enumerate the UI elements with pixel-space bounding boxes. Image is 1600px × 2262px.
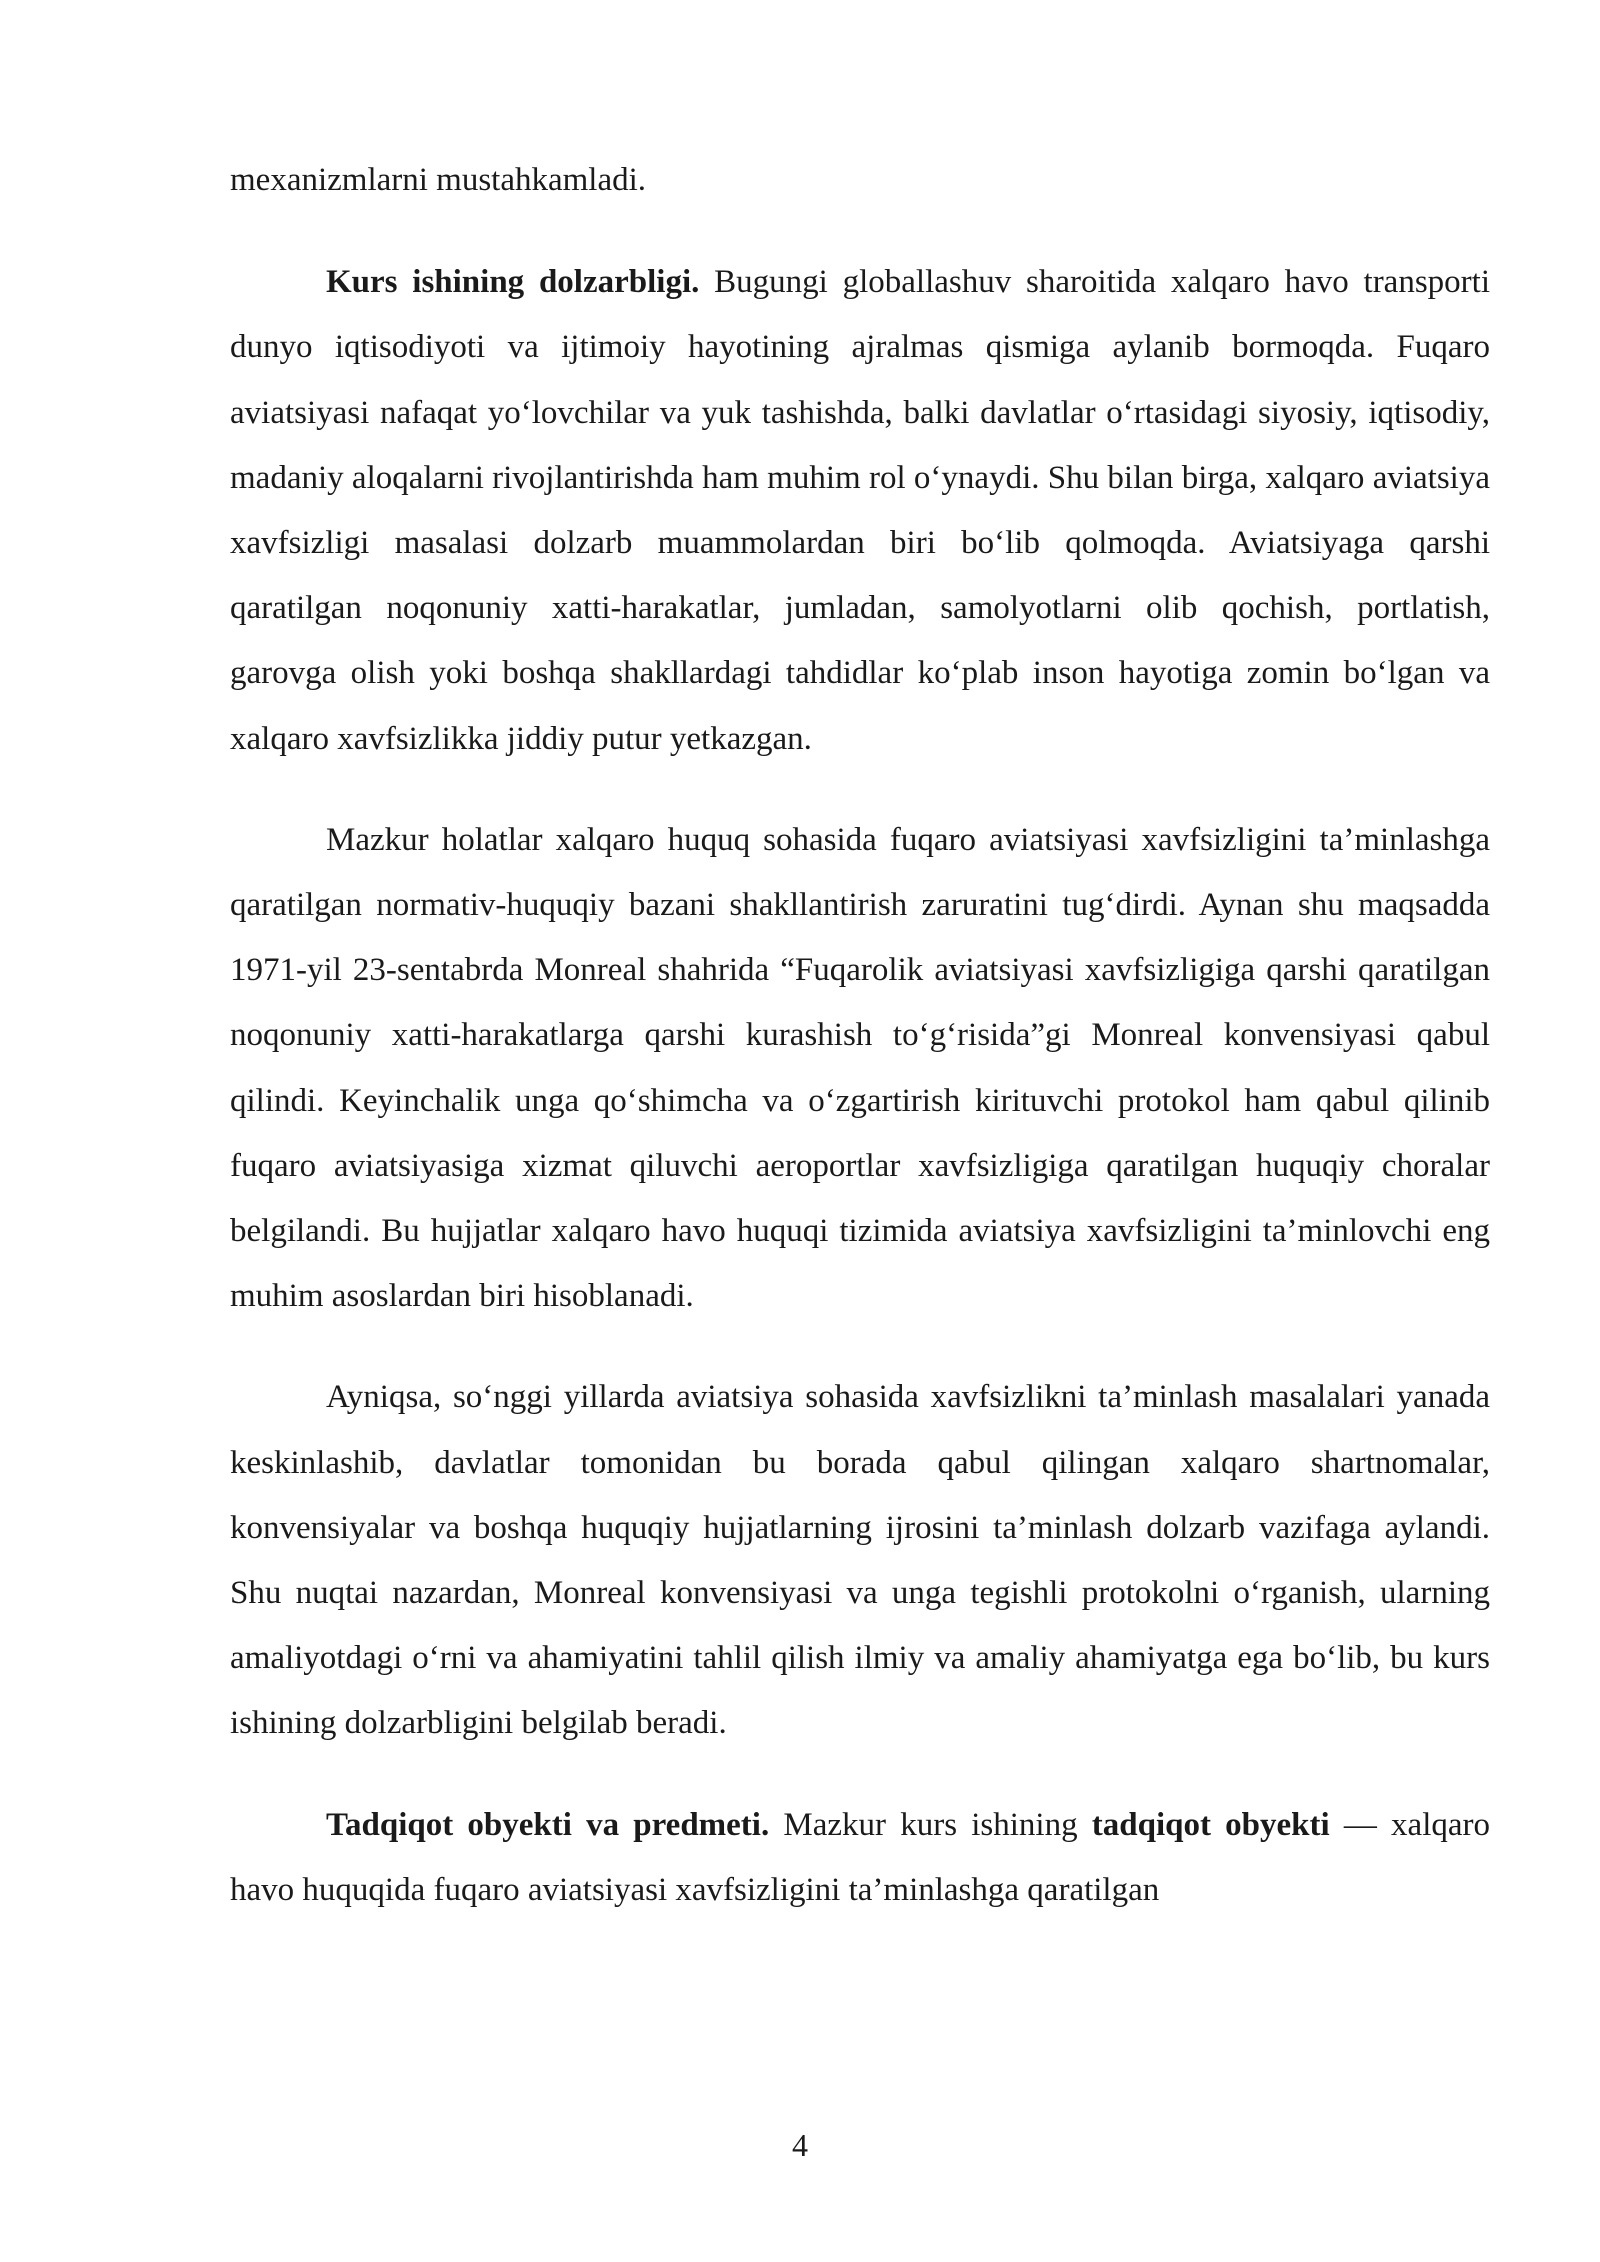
paragraph-research-object xyxy=(230,1793,1490,1923)
paragraph-text: Bugungi globallashuv sharoitida xalqaro havo transporti dunyo iqtisodiyoti va ijtimoiy hayotining ajralmas qismiga aylanib bormoqda. Fuqaro aviatsiyasi nafaqat yo‘lovchilar va yuk tashishda, balki davlatlar o‘rtasidagi siyosiy, iqtisodiy, madaniy aloqalarni rivojlantirishda ham muhim rol o‘ynaydi. Shu bilan birga, xalqaro aviatsiya xavfsizligi masalasi dolzarb muammolardan biri bo‘lib qolmoqda. Aviatsiyaga qarshi qaratilgan noqonuniy xatti-harakatlar, jumladan, samolyotlarni olib qochish, portlatish, garovga olish yoki boshqa shakllardagi tahdidlar ko‘plab inson hayotiga zomin bo‘lgan va xalqaro xavfsizlikka jiddiy putur yetkazgan. xyxy=(230,264,1490,757)
paragraph-text: mexanizmlarni mustahkamladi. xyxy=(230,162,647,198)
paragraph-text: — xalqaro havo huquqida fuqaro aviatsiyasi xavfsizligini ta’minlashga qaratilgan xyxy=(230,1806,1491,1908)
page-number: 4 xyxy=(792,2127,808,2163)
paragraph-relevance xyxy=(230,250,1490,772)
paragraph-security-issues xyxy=(230,1365,1490,1756)
paragraph-text: Ayniqsa, so‘nggi yillarda aviatsiya sohasida xavfsizlikni ta’minlash masalalari yanada keskinlashib, davlatlar tomonidan bu borada qabul qilingan xalqaro shartnomalar, konvensiyalar va boshqa huquqiy hujjatlarning ijrosini ta’minlash dolzarb vazifaga aylandi. Shu nuqtai nazardan, Monreal konvensiyasi va unga tegishli protokolni o‘rganish, ularning amaliyotdagi o‘rni va ahamiyatini tahlil qilish ilmiy va amaliy ahamiyatga ega bo‘lib, bu kurs ishining dolzarbligini belgilab beradi. xyxy=(230,1379,1490,1742)
section-heading-research-object: Tadqiqot obyekti va predmeti. xyxy=(326,1806,770,1843)
document-body xyxy=(230,148,1490,1923)
paragraph-continuation xyxy=(230,148,1490,213)
bold-term: tadqiqot obyekti xyxy=(1091,1806,1330,1843)
paragraph-text: Mazkur kurs ishining xyxy=(783,1806,1078,1843)
paragraph-montreal-convention xyxy=(230,808,1490,1330)
paragraph-text: Mazkur holatlar xalqaro huquq sohasida fuqaro aviatsiyasi xavfsizligini ta’minlashga qaratilgan normativ-huquqiy bazani shakllantirish zaruratini tug‘dirdi. Aynan shu maqsadda 1971-yil 23-sentabrda Monreal shahrida “Fuqarolik aviatsiyasi xavfsizligiga qarshi qaratilgan noqonuniy xatti-harakatlarga qarshi kurashish to‘g‘risida”gi Monreal konvensiyasi qabul qilindi. Keyinchalik unga qo‘shimcha va o‘zgartirish kirituvchi protokol ham qabul qilinib fuqaro aviatsiyasiga xizmat qiluvchi aeroportlar xavfsizligiga qaratilgan huquqiy choralar belgilandi. Bu hujjatlar xalqaro havo huquqi tizimida aviatsiya xavfsizligini ta’minlovchi eng muhim asoslardan biri hisoblanadi. xyxy=(230,821,1490,1315)
section-heading-relevance: Kurs ishining dolzarbligi. xyxy=(326,264,700,301)
